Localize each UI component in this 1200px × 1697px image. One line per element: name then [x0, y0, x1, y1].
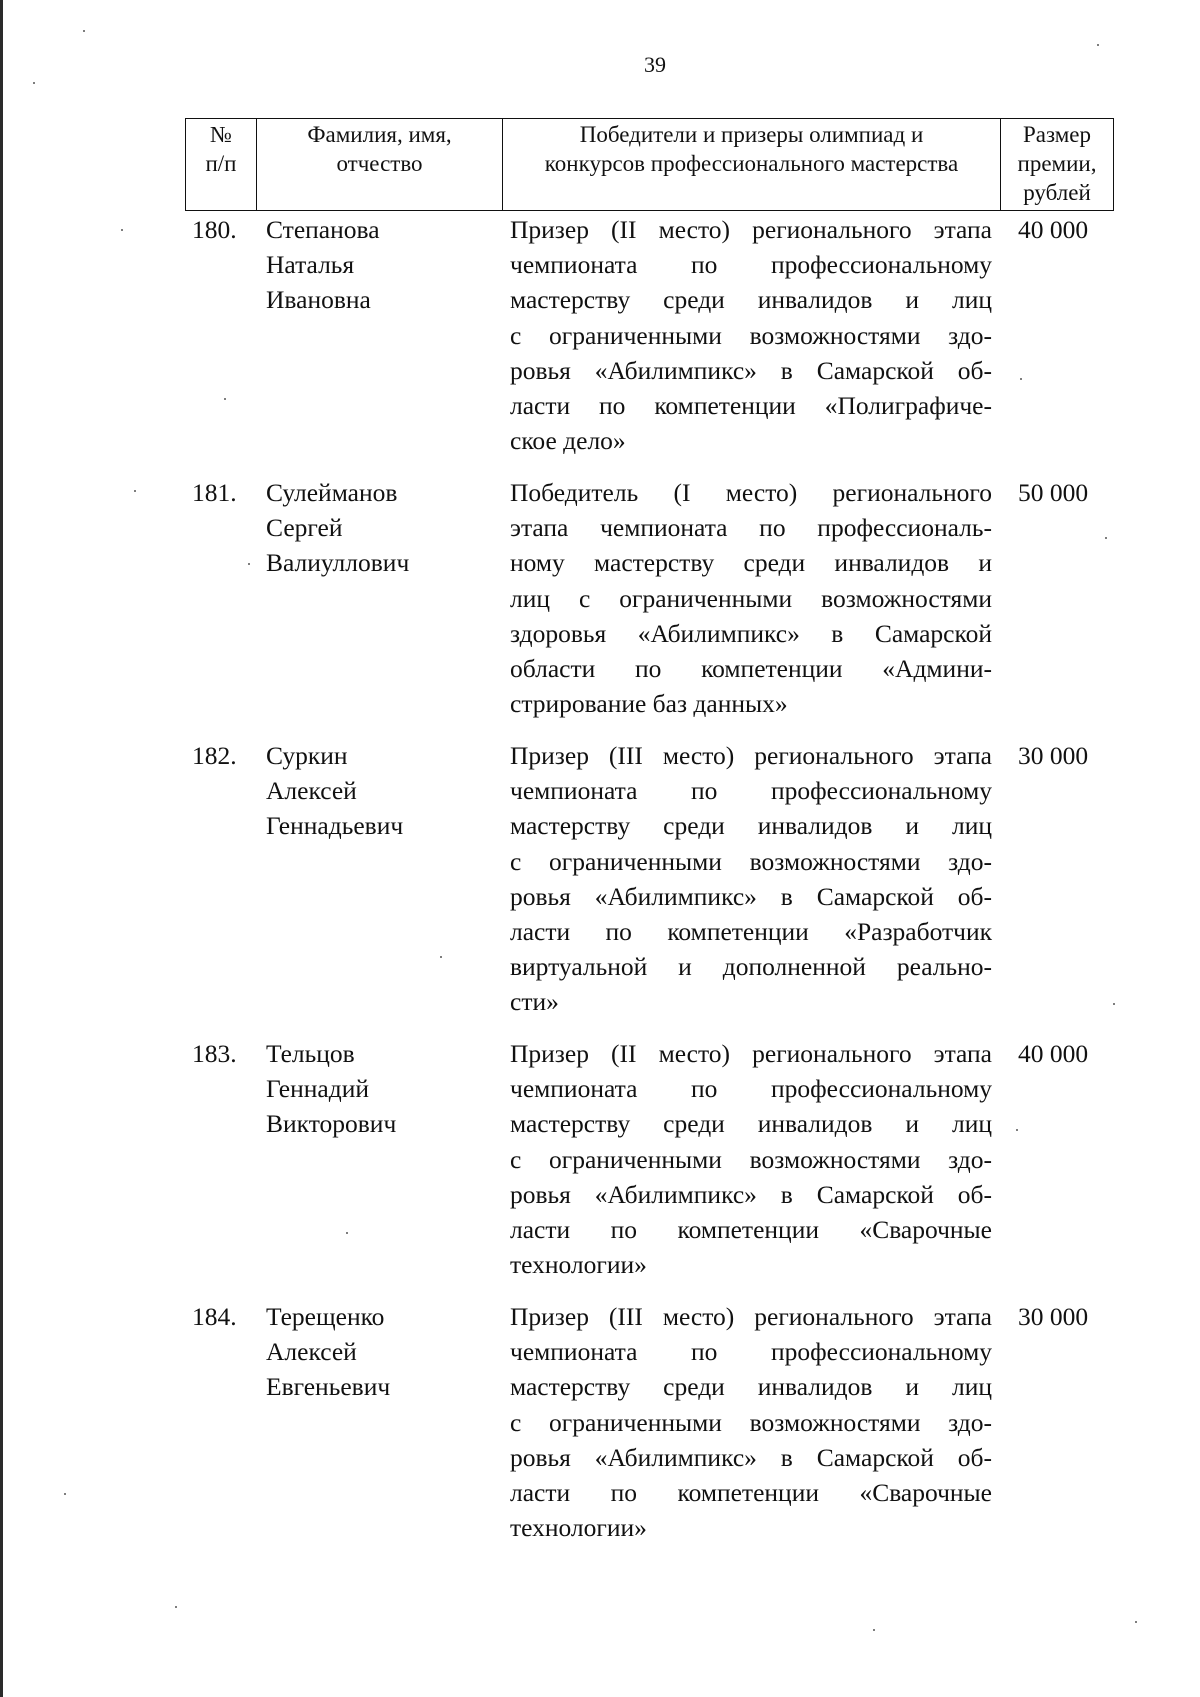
desc-line: стрирование баз данных»: [510, 689, 788, 719]
desc-line: Призер (III место) регионального этапа: [510, 741, 992, 770]
prize-amount: 40 000: [1018, 1039, 1089, 1068]
desc-line: этапа чемпионата по профессиональ-: [510, 513, 992, 543]
row-number: 182.: [192, 741, 237, 770]
scan-edge: [0, 0, 3, 1697]
achievement-description: [510, 475, 992, 721]
desc-line: технологии»: [510, 1250, 647, 1280]
name-line: Валиуллович: [266, 548, 410, 578]
desc-line: Призер (II место) регионального этапа: [510, 1039, 992, 1068]
row-number: 181.: [192, 478, 237, 507]
desc-line: ласти по компетенции «Разработчик: [510, 917, 992, 947]
recipient-name: [266, 1036, 496, 1142]
name-line: Алексей: [266, 776, 357, 806]
desc-line: чемпионата по профессиональному: [510, 1074, 992, 1104]
scan-speck: [1105, 537, 1107, 539]
name-line: Алексей: [266, 1337, 357, 1367]
achievement-description: [510, 738, 992, 1020]
prize-amount: 30 000: [1018, 741, 1089, 770]
desc-line: ровья «Абилимпикс» в Самарской об-: [510, 1179, 992, 1209]
desc-line: чемпионата по профессиональному: [510, 1337, 992, 1367]
scan-speck: [224, 398, 226, 400]
desc-line: ровья «Абилимпикс» в Самарской об-: [510, 355, 992, 385]
desc-line: ровья «Абилимпикс» в Самарской об-: [510, 881, 992, 911]
name-line: Сергей: [266, 513, 343, 543]
prize-amount: 30 000: [1018, 1302, 1089, 1331]
recipient-name: [266, 1299, 496, 1405]
desc-line: Победитель (I место) регионального: [510, 478, 992, 507]
desc-line: ному мастерству среди инвалидов и: [510, 548, 992, 578]
recipient-name: [266, 738, 496, 844]
prize-amount: 40 000: [1018, 215, 1089, 244]
desc-line: чемпионата по профессиональному: [510, 776, 992, 806]
desc-line: Призер (II место) регионального этапа: [510, 215, 992, 244]
header-name-line: отчество: [336, 151, 423, 176]
header-prize-line: премии,: [1017, 151, 1097, 176]
desc-line: мастерству среди инвалидов и лиц: [510, 285, 992, 315]
scan-speck: [346, 1232, 348, 1234]
table-header: [185, 118, 1114, 211]
achievement-description: [510, 1299, 992, 1545]
scan-speck: [440, 956, 442, 958]
desc-line: виртуальной и дополненной реально-: [510, 952, 992, 982]
header-prize: [1001, 119, 1114, 211]
header-desc-line: конкурсов профессионального мастерства: [544, 151, 959, 176]
desc-line: сти»: [510, 987, 559, 1017]
name-line: Ивановна: [266, 285, 371, 315]
desc-line: ровья «Абилимпикс» в Самарской об-: [510, 1442, 992, 1472]
name-line: Геннадьевич: [266, 811, 404, 841]
name-line: Терещенко: [266, 1302, 385, 1331]
name-line: Викторович: [266, 1109, 397, 1139]
name-line: Евгеньевич: [266, 1372, 391, 1402]
scan-speck: [1016, 1129, 1018, 1131]
name-line: Степанова: [266, 215, 380, 244]
desc-line: Призер (III место) регионального этапа: [510, 1302, 992, 1331]
name-line: Наталья: [266, 250, 355, 280]
page-number: 39: [644, 52, 666, 77]
desc-line: мастерству среди инвалидов и лиц: [510, 1372, 992, 1402]
header-num-line: №: [210, 122, 232, 147]
row-number: 183.: [192, 1039, 237, 1068]
scan-speck: [1097, 44, 1099, 46]
header-desc-line: Победители и призеры олимпиад и: [579, 122, 924, 147]
scan-speck: [121, 229, 123, 231]
desc-line: ласти по компетенции «Сварочные: [510, 1478, 992, 1508]
header-name-line: Фамилия, имя,: [307, 122, 452, 147]
scan-speck: [64, 1493, 66, 1495]
header-prize-line: Размер: [1022, 122, 1092, 147]
header-name: [257, 119, 503, 211]
scan-speck: [1135, 1621, 1137, 1623]
desc-line: с ограниченными возможностями здо-: [510, 1407, 992, 1437]
desc-line: чемпионата по профессиональному: [510, 250, 992, 280]
scan-speck: [1113, 1003, 1115, 1005]
name-line: Тельцов: [266, 1039, 355, 1068]
desc-line: лиц с ограниченными возможностями: [510, 583, 992, 613]
prize-amount: 50 000: [1018, 478, 1089, 507]
desc-line: здоровья «Абилимпикс» в Самарской: [510, 618, 992, 648]
scan-speck: [873, 1629, 875, 1631]
scan-speck: [1020, 378, 1022, 380]
header-prize-line: рублей: [1023, 180, 1091, 205]
scan-speck: [175, 1606, 177, 1608]
header-num-line: п/п: [205, 151, 237, 176]
desc-line: области по компетенции «Админи-: [510, 654, 992, 684]
desc-line: с ограниченными возможностями здо-: [510, 846, 992, 876]
desc-line: мастерству среди инвалидов и лиц: [510, 811, 992, 841]
name-line: Геннадий: [266, 1074, 369, 1104]
row-number: 180.: [192, 215, 237, 244]
scan-speck: [134, 490, 136, 492]
recipient-name: [266, 475, 496, 581]
header-desc: [503, 119, 1001, 211]
row-number: 184.: [192, 1302, 237, 1331]
achievement-description: [510, 1036, 992, 1282]
scan-speck: [33, 82, 35, 84]
recipient-name: [266, 212, 496, 318]
desc-line: ское дело»: [510, 426, 626, 456]
desc-line: технологии»: [510, 1513, 647, 1543]
desc-line: с ограниченными возможностями здо-: [510, 320, 992, 350]
name-line: Сулейманов: [266, 478, 398, 507]
name-line: Суркин: [266, 741, 348, 770]
scan-speck: [83, 30, 85, 32]
desc-line: мастерству среди инвалидов и лиц: [510, 1109, 992, 1139]
header-num: [186, 119, 257, 211]
scan-speck: [248, 563, 250, 565]
desc-line: ласти по компетенции «Полиграфиче-: [510, 391, 992, 421]
achievement-description: [510, 212, 992, 458]
desc-line: с ограниченными возможностями здо-: [510, 1144, 992, 1174]
desc-line: ласти по компетенции «Сварочные: [510, 1215, 992, 1245]
